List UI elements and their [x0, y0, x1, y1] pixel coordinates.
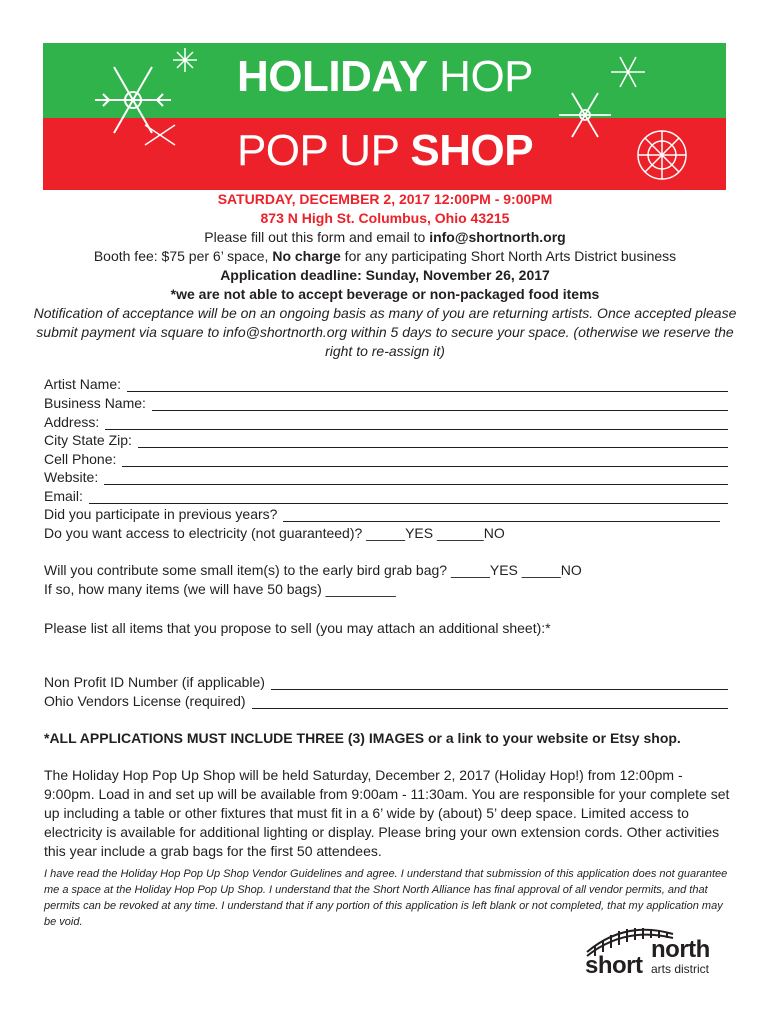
email-link[interactable]: info@shortnorth.org	[429, 229, 566, 245]
snowflake-icon	[170, 45, 200, 75]
artist-name-field[interactable]: Artist Name:	[44, 374, 728, 392]
event-info	[30, 190, 740, 361]
email-field[interactable]: Email:	[44, 486, 728, 504]
snowflake-icon	[140, 120, 180, 150]
city-state-zip-field[interactable]: City State Zip:	[44, 430, 728, 448]
vendors-license-field[interactable]: Ohio Vendors License (required)	[44, 691, 728, 709]
event-address: 873 N High St. Columbus, Ohio 43215	[260, 210, 510, 226]
address-field[interactable]: Address:	[44, 412, 728, 430]
electricity-question[interactable]: Do you want access to electricity (not guaranteed)? _____YES ______NO	[44, 525, 505, 541]
cell-phone-field[interactable]: Cell Phone:	[44, 449, 728, 467]
items-list-prompt: Please list all items that you propose to sell (you may attach an additional sheet):*	[44, 620, 551, 636]
title-pop-up-shop: POP UP SHOP	[236, 126, 534, 175]
grab-bag-question[interactable]: Will you contribute some small item(s) to the early bird grab bag? _____YES _____NO	[44, 562, 582, 578]
grab-bag-count-field[interactable]: If so, how many items (we will have 50 bags) _________	[44, 581, 396, 597]
agreement-text: I have read the Holiday Hop Pop Up Shop Vendor Guidelines and agree. I understand that submission of this application does not guarantee me a space at the Holiday Hop Pop Up Shop. I understand that the Short North Alliance has final approval of all vendor permits, and that permits can be revoked at any time. I understand that if any portion of this application is left blank or not completed, that my application may be void.	[44, 868, 728, 928]
title-holiday-hop: HOLIDAY HOP	[236, 52, 534, 101]
event-date-time: SATURDAY, DECEMBER 2, 2017 12:00PM - 9:00PM	[217, 191, 553, 207]
short-north-logo: north short arts district	[585, 918, 730, 980]
images-requirement: *ALL APPLICATIONS MUST INCLUDE THREE (3) IMAGES or a link to your website or Etsy shop.	[44, 730, 681, 746]
snowflake-icon	[555, 85, 615, 145]
deadline: Application deadline: Sunday, November 26, 2017	[220, 267, 550, 283]
notification-note: Notification of acceptance will be on an ongoing basis as many of you are returning artists. Once accepted please submit payment via square to info@shortnorth.org within 5 days to secure your space. (otherwise we reserve the right to re-assign it)	[33, 305, 737, 359]
instructions: Please fill out this form and email to info@shortnorth.org	[204, 229, 566, 245]
snowflake-icon	[632, 125, 692, 185]
previous-years-field[interactable]: Did you participate in previous years?	[44, 504, 720, 522]
event-details: The Holiday Hop Pop Up Shop will be held Saturday, December 2, 2017 (Holiday Hop!) from 12:00pm - 9:00pm. Load in and set up will be available from 9:00am - 11:30am. You are responsible for your complete set up including a table or other fixtures that must fit in a 6’ wide by (about) 5’ deep space. Limited access to electricity is available for additional lighting or display. Please bring your own extension cords. Other activities this year include a grab bags for the first 50 attendees.	[44, 767, 730, 859]
beverage-note: *we are not able to accept beverage or non-packaged food items	[170, 286, 600, 302]
booth-fee: Booth fee: $75 per 6’ space, No charge for any participating Short North Arts District business	[93, 248, 677, 264]
nonprofit-id-field[interactable]: Non Profit ID Number (if applicable)	[44, 672, 728, 690]
website-field[interactable]: Website:	[44, 467, 728, 485]
business-name-field[interactable]: Business Name:	[44, 393, 728, 411]
